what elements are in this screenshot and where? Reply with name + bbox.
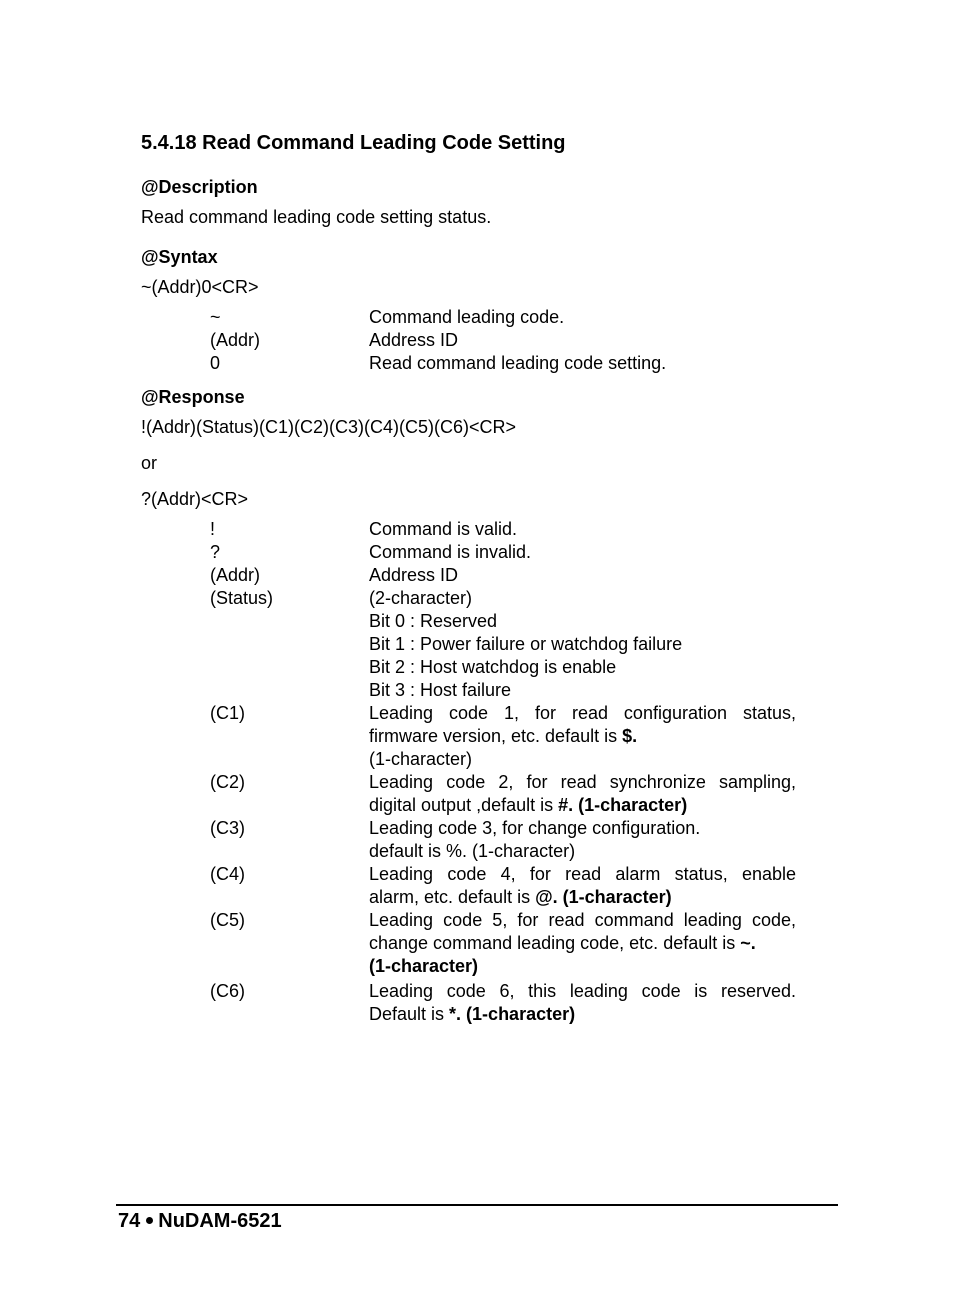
c4-line: alarm, etc. default is (369, 887, 536, 907)
c5-line: change command leading code, etc. default is (369, 933, 741, 953)
c1-line: Leading code 1, for read configuration status, (369, 703, 796, 723)
status-def-line: Bit 0 : Reserved (369, 611, 498, 631)
response-param-term: (Addr) (210, 565, 261, 585)
c4-line: Leading code 4, for read alarm status, enable (369, 864, 796, 884)
c3-line: default is %. (1-character) (369, 841, 576, 861)
c4-default-value: @. (1-character) (535, 887, 672, 907)
c1-line: (1-character) (369, 749, 473, 769)
c6-line: Default is (369, 1004, 450, 1024)
response-param-term: ! (210, 519, 216, 539)
c5-default-value: ~. (740, 933, 756, 953)
response-param-term: (C1) (210, 703, 245, 723)
description-heading: @Description (141, 177, 258, 197)
syntax-heading: @Syntax (141, 247, 218, 267)
syntax-param-term: (Addr) (210, 330, 261, 350)
c3-line: Leading code 3, for change configuration. (369, 818, 701, 838)
response-valid-format: !(Addr)(Status)(C1)(C2)(C3)(C4)(C5)(C6)<CR> (141, 417, 517, 437)
page-number: 74 (118, 1210, 141, 1232)
response-param-term: (C3) (210, 818, 245, 838)
c4-definition (369, 863, 796, 909)
c5-line: (1-character) (369, 956, 479, 976)
c6-definition (369, 980, 796, 1026)
syntax-param-def: Command leading code. (369, 307, 565, 327)
response-param-term: ? (210, 542, 221, 562)
c1-line: firmware version, etc. default is (369, 726, 623, 746)
c2-line: digital output ,default is (369, 795, 559, 815)
bullet-icon (146, 1217, 153, 1224)
response-or: or (141, 453, 158, 473)
response-heading: @Response (141, 387, 245, 407)
section-title: 5.4.18 Read Command Leading Code Setting (141, 132, 566, 154)
c2-line: Leading code 2, for read synchronize sampling, (369, 772, 796, 792)
c5-line: Leading code 5, for read command leading code, (369, 910, 796, 930)
response-param-term: (C4) (210, 864, 245, 884)
syntax-command: ~(Addr)0<CR> (141, 277, 259, 297)
syntax-param-def: Read command leading code setting. (369, 353, 667, 373)
response-param-term: (C2) (210, 772, 245, 792)
c5-definition (369, 909, 796, 978)
response-param-term: (C5) (210, 910, 245, 930)
syntax-param-term: ~ (210, 307, 221, 327)
response-param-def: Address ID (369, 565, 459, 585)
c1-default-value: $. (622, 726, 638, 746)
c2-default-value: #. (1-character) (558, 795, 688, 815)
page-footer (118, 1210, 282, 1233)
c3-definition (369, 817, 796, 863)
response-param-term: (C6) (210, 981, 245, 1001)
c6-default-value: *. (1-character) (449, 1004, 576, 1024)
syntax-param-term: 0 (210, 353, 221, 373)
description-text: Read command leading code setting status. (141, 207, 492, 227)
syntax-param-def: Address ID (369, 330, 459, 350)
response-param-term: (Status) (210, 588, 274, 608)
c1-definition (369, 702, 796, 771)
response-param-def: Command is invalid. (369, 542, 532, 562)
product-name: NuDAM-6521 (158, 1210, 282, 1232)
c2-definition (369, 771, 796, 817)
status-def-line: Bit 3 : Host failure (369, 680, 512, 700)
response-param-def: Command is valid. (369, 519, 518, 539)
status-def-line: (2-character) (369, 588, 473, 608)
status-def-line: Bit 2 : Host watchdog is enable (369, 657, 617, 677)
footer-rule (116, 1204, 838, 1206)
c6-line: Leading code 6, this leading code is reserved. (369, 981, 796, 1001)
response-invalid-format: ?(Addr)<CR> (141, 489, 249, 509)
status-def-line: Bit 1 : Power failure or watchdog failure (369, 634, 683, 654)
